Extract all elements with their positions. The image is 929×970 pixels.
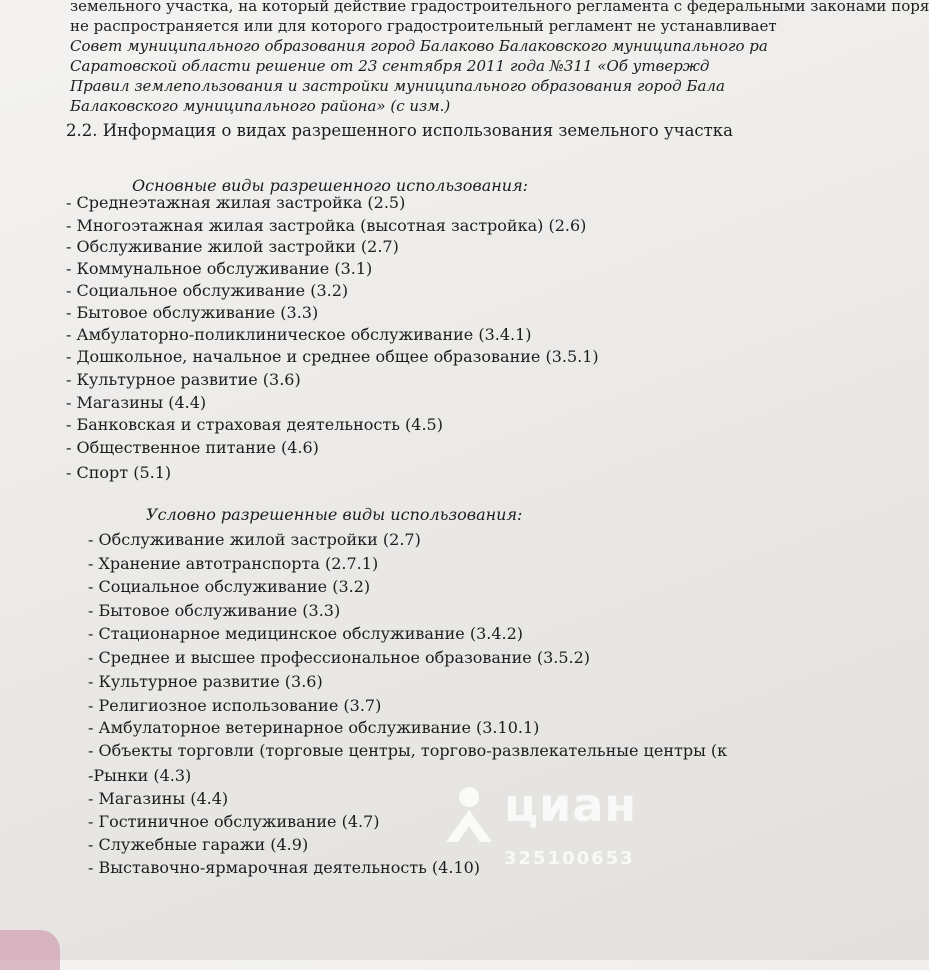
list-item: - Среднее и высшее профессиональное образование (3.5.2) <box>88 648 591 667</box>
list-item: - Коммунальное обслуживание (3.1) <box>66 259 373 278</box>
list-item: - Дошкольное, начальное и среднее общее образование (3.5.1) <box>66 347 599 366</box>
conditional-uses-heading: Условно разрешенные виды использования: <box>146 505 523 524</box>
section-title: 2.2. Информация о видах разрешенного использования земельного участка <box>66 121 733 140</box>
top-line: не распространяется или для которого градостроительный регламент не устанавливает <box>70 17 777 35</box>
list-item: - Стационарное медицинское обслуживание (3.4.2) <box>88 624 524 643</box>
list-item: - Амбулаторное ветеринарное обслуживание (3.10.1) <box>88 718 540 737</box>
top-line: земельного участка, на который действие градостроительного регламента с федеральными законами поря <box>70 0 929 15</box>
top-line: Совет муниципального образования город Балаково Балаковского муниципального ра <box>70 37 768 55</box>
cian-logo-icon <box>440 784 498 846</box>
list-item: - Бытовое обслуживание (3.3) <box>66 303 319 322</box>
top-fragment <box>70 0 929 116</box>
list-item: - Гостиничное обслуживание (4.7) <box>88 812 380 831</box>
list-item: - Культурное развитие (3.6) <box>66 370 301 389</box>
top-line: Саратовской области решение от 23 сентября 2011 года №311 «Об утвержд <box>70 57 710 75</box>
list-item: - Магазины (4.4) <box>66 393 207 412</box>
list-item: - Бытовое обслуживание (3.3) <box>88 601 341 620</box>
list-item: - Выставочно-ярмарочная деятельность (4.10) <box>88 858 481 877</box>
list-item: - Спорт (5.1) <box>66 463 172 482</box>
list-item: - Общественное питание (4.6) <box>66 438 319 457</box>
watermark-brand: циан <box>504 778 638 832</box>
list-item: - Социальное обслуживание (3.2) <box>66 281 349 300</box>
list-item: - Культурное развитие (3.6) <box>88 672 323 691</box>
list-item: - Среднеэтажная жилая застройка (2.5) <box>66 193 406 212</box>
list-item: - Амбулаторно-поликлиническое обслуживание (3.4.1) <box>66 325 532 344</box>
list-item: - Банковская и страховая деятельность (4.5) <box>66 415 443 434</box>
main-uses-heading: Основные виды разрешенного использования: <box>132 176 529 195</box>
watermark-listing-id: 325100653 <box>504 848 635 869</box>
list-item: - Обслуживание жилой застройки (2.7) <box>88 530 421 549</box>
list-item: - Служебные гаражи (4.9) <box>88 835 309 854</box>
list-item: - Магазины (4.4) <box>88 789 229 808</box>
list-item: -Рынки (4.3) <box>88 766 192 785</box>
list-item: - Многоэтажная жилая застройка (высотная застройка) (2.6) <box>66 216 587 235</box>
list-item: - Объекты торговли (торговые центры, торгово-развлекательные центры (к <box>88 741 728 760</box>
top-line: Правил землепользования и застройки муниципального образования город Бала <box>70 77 725 95</box>
list-item: - Социальное обслуживание (3.2) <box>88 577 371 596</box>
top-line: Балаковского муниципального района» (с изм.) <box>70 97 451 115</box>
list-item: - Религиозное использование (3.7) <box>88 696 382 715</box>
background-object <box>0 930 60 970</box>
list-item: - Обслуживание жилой застройки (2.7) <box>66 237 399 256</box>
list-item: - Хранение автотранспорта (2.7.1) <box>88 554 379 573</box>
